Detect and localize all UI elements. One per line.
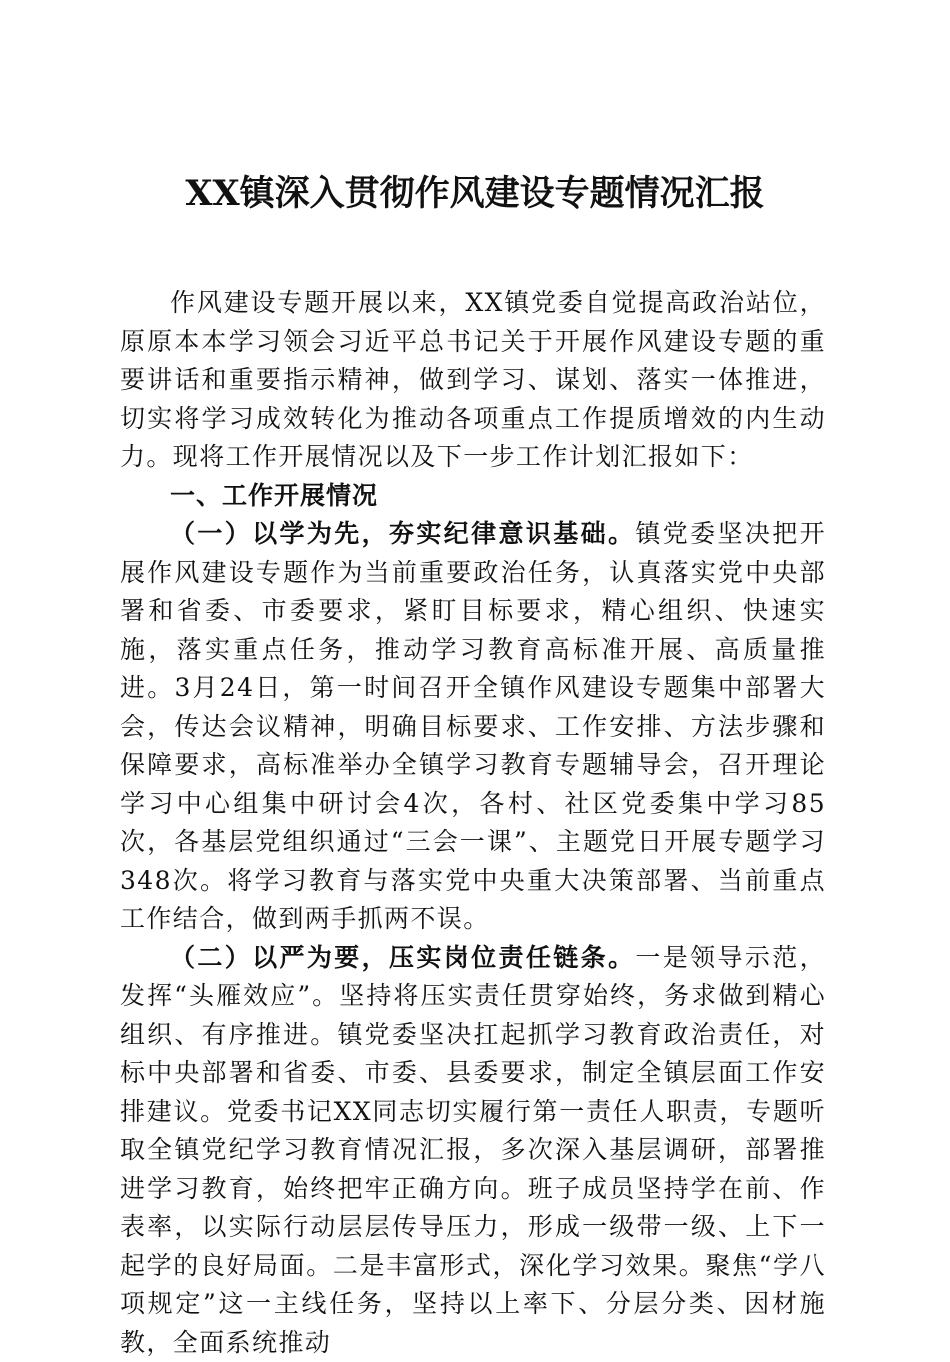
item-2-text: 一是领导示范，发挥“头雁效应”。坚持将压实责任贯穿始终，务求做到精心组织、有序推进。镇党委坚决扛起抓学习教育政治责任，对标中央部署和省委、市委、县委要求，制定全镇层面工作安排建议。党委书记XX同志切实履行第一责任人职责，专题听取全镇党纪学习教育情况汇报，多次深入基层调研，部署推进学习教育，始终把牢正确方向。班子成员坚持学在前、作表率，以实际行动层层传导压力，形成一级带一级、上下一起学的良好局面。二是丰富形式，深化学习效果。聚焦“学八项规定”这一主线任务，坚持以上率下、分层分类、因材施教，全面系统推动 bbox=[120, 943, 826, 1357]
item-1-lead: （一）以学为先，夯实纪律意识基础。 bbox=[170, 519, 635, 548]
item-1-paragraph bbox=[120, 515, 826, 939]
item-2-paragraph bbox=[120, 939, 826, 1362]
intro-paragraph: 作风建设专题开展以来，XX镇党委自觉提高政治站位，原原本本学习领会习近平总书记关于开展作风建设专题的重要讲话和重要指示精神，做到学习、谋划、落实一体推进，切实将学习成效转化为推动各项重点工作提质增效的内生动力。现将工作开展情况以及下一步工作计划汇报如下： bbox=[120, 284, 826, 477]
item-1-text: 镇党委坚决把开展作风建设专题作为当前重要政治任务，认真落实党中央部署和省委、市委要求，紧盯目标要求，精心组织、快速实施，落实重点任务，推动学习教育高标准开展、高质量推进。3月24日，第一时间召开全镇作风建设专题集中部署大会，传达会议精神，明确目标要求、工作安排、方法步骤和保障要求，高标准举办全镇学习教育专题辅导会，召开理论学习中心组集中研讨会4次，各村、社区党委集中学习85次，各基层党组织通过“三会一课”、主题党日开展专题学习348次。将学习教育与落实党中央重大决策部署、当前重点工作结合，做到两手抓两不误。 bbox=[120, 519, 826, 933]
document-title: XX镇深入贯彻作风建设专题情况汇报 bbox=[120, 168, 830, 220]
section-heading: 一、工作开展情况 bbox=[120, 477, 826, 516]
document-body bbox=[120, 284, 826, 1362]
item-2-lead: （二）以严为要，压实岗位责任链条。 bbox=[170, 943, 635, 972]
